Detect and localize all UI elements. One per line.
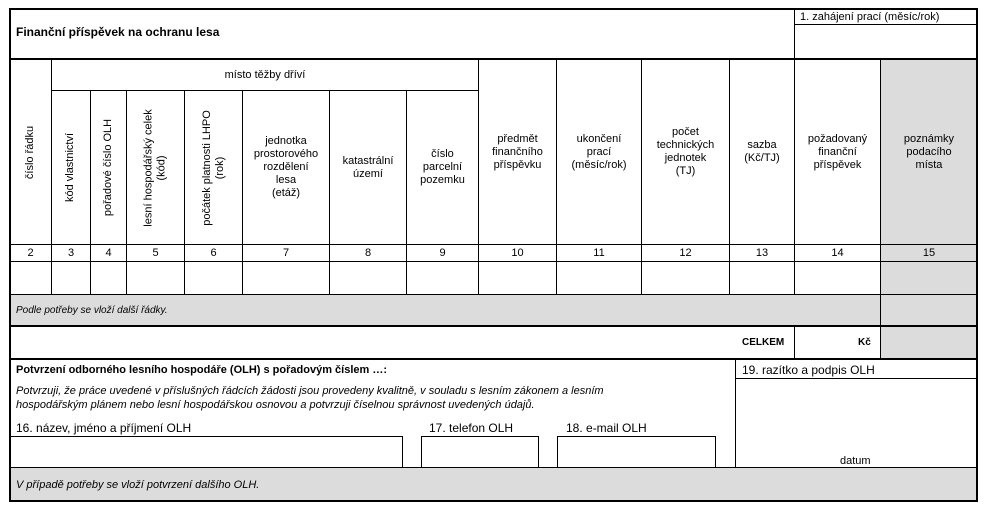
stamp-label: 19. razítko a podpis OLH	[742, 363, 875, 377]
more-rows-note: Podle potřeby se vloží další řádky.	[16, 305, 168, 316]
col-header-kod-vlastnictvi: kód vlastnictví	[64, 132, 77, 203]
table-row-cell-13[interactable]	[730, 262, 794, 294]
confirm-text-line-2: hospodářským plánem nebo lesní hospodářskou osnovou a potvrzuji číselnou správnost uvedených údajů.	[16, 399, 535, 411]
email-label: 18. e-mail OLH	[566, 421, 647, 435]
col-header-katastralni-uzemi: katastrální území	[342, 154, 394, 180]
col-number: 10	[511, 246, 524, 259]
form-title: Finanční příspěvek na ochranu lesa	[16, 25, 220, 39]
table-row-cell-7[interactable]	[243, 262, 329, 294]
col-number: 4	[105, 246, 112, 259]
col-number: 2	[27, 246, 34, 259]
start-date-input[interactable]	[795, 25, 977, 58]
col-number: 11	[593, 246, 605, 259]
table-row-cell-8[interactable]	[330, 262, 406, 294]
table-row-cell-10[interactable]	[479, 262, 556, 294]
col-number: 8	[364, 246, 372, 259]
start-date-label: 1. zahájení prací (měsíc/rok)	[800, 11, 940, 23]
stamp-signature-area[interactable]	[736, 379, 977, 467]
col-number: 7	[282, 246, 290, 259]
currency-label: Kč	[858, 337, 871, 348]
col-number: 15	[922, 246, 936, 259]
col-header-jednotka: jednotka prostorového rozdělení lesa (etáž)	[253, 135, 319, 199]
table-row-cell-4[interactable]	[91, 262, 126, 294]
col-header-sazba: sazba (Kč/TJ)	[744, 139, 780, 164]
table-row-cell-2[interactable]	[10, 262, 51, 294]
email-field[interactable]	[558, 437, 715, 467]
phone-label: 17. telefon OLH	[429, 421, 514, 435]
table-row-cell-6[interactable]	[185, 262, 242, 294]
col-number: 13	[755, 246, 769, 259]
more-confirm-note: V případě potřeby se vloží potvrzení dalšího OLH.	[16, 479, 260, 491]
name-field[interactable]	[10, 437, 402, 467]
col-header-pozadovany: požadovaný finanční příspěvek	[807, 132, 868, 171]
confirm-text-line-1: Potvrzuji, že práce uvedené v příslušných řádcích žádosti jsou provedeny kvalitně, v souladu s lesním zákonem a lesním	[16, 385, 604, 397]
table-row-cell-5[interactable]	[127, 262, 184, 294]
group-header-mista-tezby: místo těžby dříví	[224, 68, 306, 81]
total-amount-input[interactable]	[795, 327, 855, 358]
col-number: 12	[679, 246, 692, 259]
col-header-pocet-tj: počet technických jednotek (TJ)	[656, 126, 715, 177]
date-label: datum	[840, 455, 871, 467]
col-header-cislo-radku: číslo řádku	[24, 125, 37, 179]
col-number: 5	[152, 246, 159, 259]
col-header-poznamky: poznámky podacího místa	[903, 132, 955, 171]
confirm-title: Potvrzení odborného lesního hospodáře (OLH) s pořadovým číslem …:	[16, 364, 387, 376]
col-header-lesni-hospodarsky-celek: lesní hospodářský celek (kód)	[142, 108, 168, 227]
table-row-cell-9[interactable]	[407, 262, 478, 294]
total-label: CELKEM	[742, 337, 785, 348]
col-header-pocatek-platnosti: počátek platnosti LHPO (rok)	[200, 109, 226, 226]
col-header-poradove-cislo-olh: pořadové číslo OLH	[102, 118, 114, 217]
phone-field[interactable]	[422, 437, 538, 467]
col-number: 9	[439, 246, 446, 259]
table-row-cell-11[interactable]	[557, 262, 641, 294]
col-header-ukonceni: ukončení prací (měsíc/rok)	[571, 132, 627, 171]
table-row-cell-3[interactable]	[52, 262, 90, 294]
col-number: 14	[831, 246, 844, 259]
table-row-cell-14[interactable]	[795, 262, 880, 294]
col-header-predmet: předmět finančního příspěvku	[492, 132, 543, 171]
name-label: 16. název, jméno a příjmení OLH	[16, 421, 192, 435]
col-header-cislo-parcelni: číslo parcelní pozemku	[420, 148, 465, 186]
col-number: 3	[67, 246, 75, 259]
col-number: 6	[210, 246, 217, 259]
table-row-cell-12[interactable]	[642, 262, 729, 294]
